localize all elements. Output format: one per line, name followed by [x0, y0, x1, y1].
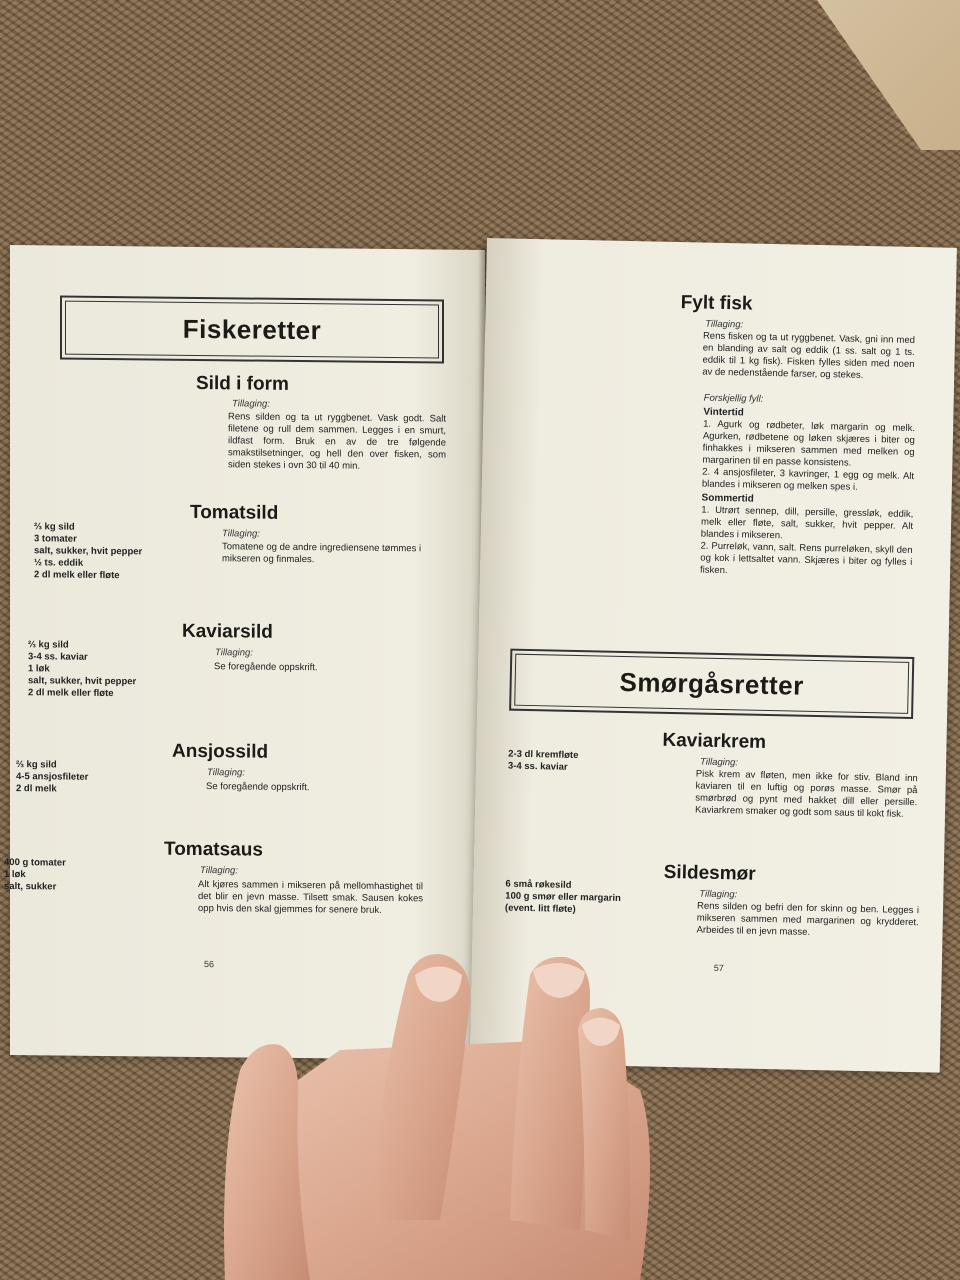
ingredient: 2-3 dl kremfløte	[508, 748, 579, 762]
recipe-label: Tillaging:	[222, 528, 260, 540]
recipe-title: Tomatsild	[190, 501, 279, 524]
recipe-title: Kaviarkrem	[662, 729, 767, 753]
ingredient: ⅔ kg sild	[28, 639, 69, 651]
recipe-label: Tillaging:	[699, 888, 738, 901]
recipe-text: Rens silden og befri den for skinn og ben. Legges i mikseren sammen med margarinen og krydderet. Arbeides til en jevn masse.	[696, 900, 920, 938]
ingredient: 400 g tomater	[4, 856, 66, 869]
ingredient-list	[508, 749, 579, 774]
recipe-title: Sildesmør	[663, 861, 756, 885]
ingredient-list	[28, 639, 136, 700]
ingredient: ½ ts. eddik	[34, 557, 84, 569]
recipe-title: Tomatsaus	[164, 838, 263, 861]
recipe-title: Fylt fisk	[680, 292, 753, 315]
recipe-label: Tillaging:	[705, 318, 744, 331]
ingredient: 1 løk	[4, 868, 26, 881]
ingredient-list	[16, 759, 88, 796]
ingredient: ⅔ kg sild	[34, 521, 75, 533]
list-item: 1. Utrørt sennep, dill, persille, gressløk, eddik, melk eller fløte, salt, sukker, hvit pepper. Alt blandes i mikseren.	[700, 504, 914, 542]
recipe-text: Pisk krem av fløten, men ikke for stiv. Bland inn kaviaren til en luftig og porøs masse. Smør på smørbrød og pynt med hakket dill eller persille. Kaviarkrem smaker og godt som saus til kokt fisk.	[694, 768, 918, 820]
list-item: 1. Agurk og rødbeter, løk margarin og melk. Agurken, rødbetene og løken skjæres i biter og finhakkes i mikseren sammen med melken og margarinen til en passe konsistens.	[702, 418, 916, 469]
section-title: Smørgåsretter	[619, 666, 805, 701]
recipe-title: Kaviarsild	[182, 620, 273, 643]
ingredient: 3-4 ss. kaviar	[28, 651, 88, 663]
page-number: 56	[204, 959, 215, 970]
section-box-fiskeretter	[60, 296, 444, 364]
ingredient: 3-4 ss. kaviar	[507, 760, 568, 773]
recipe-text: Alt kjøres sammen i mikseren på mellomhastighet til det blir en jevn masse. Tilsett smak. Sausen kokes opp hvis den skal gjemmes for senere bruk.	[198, 878, 423, 916]
ingredient: salt, sukker, hvit pepper	[28, 675, 137, 688]
page-number: 57	[713, 962, 724, 974]
ingredient: 6 små røkesild	[505, 878, 572, 891]
recipe-label: Tillaging:	[699, 756, 739, 769]
thumb	[224, 1044, 310, 1280]
section-title: Fiskeretter	[182, 313, 322, 345]
ingredient: (event. litt fløte)	[504, 902, 576, 916]
ingredient-list	[4, 857, 66, 894]
recipe-text: Rens silden og ta ut ryggbenet. Vask godt. Salt filetene og rull dem sammen. Legges i en smurt, ildfast form. Bruk en av de tre følgende smakstilsetninger, og hell den over fisken, som siden stekes i ovn 30 til 40 min.	[228, 411, 446, 472]
recipe-label: Tillaging:	[232, 398, 270, 410]
list-item: 2. Purreløk, vann, salt. Rens purreløken, skyll den og kok i lettsaltet vann. Skjæres i biter og fylles i fisken.	[699, 540, 913, 577]
palm	[257, 1040, 650, 1280]
ingredient: ⅔ kg sild	[16, 759, 57, 771]
recipe-label: Tillaging:	[207, 767, 245, 779]
ingredient: 2 dl melk eller fløte	[28, 687, 114, 700]
left-page	[4, 245, 485, 1060]
ingredient: salt, sukker	[4, 880, 57, 893]
fill-label: Forskjellig fyll:	[703, 392, 764, 405]
wooden-floor	[700, 0, 960, 150]
vintertid-heading: Vintertid	[703, 406, 744, 419]
sommertid-heading: Sommertid	[701, 492, 754, 505]
ingredient: 2 dl melk eller fløte	[34, 569, 120, 582]
recipe-title: Ansjossild	[172, 740, 269, 763]
recipe-label: Tillaging:	[200, 864, 238, 877]
recipe-text: Se foregående oppskrift.	[214, 661, 318, 674]
ingredient-list	[34, 521, 142, 582]
vintertid-block	[700, 405, 916, 581]
recipe-label: Tillaging:	[215, 647, 253, 659]
ingredient: 3 tomater	[34, 533, 77, 545]
right-page	[470, 238, 957, 1073]
recipe-text: Tomatene og de andre ingrediensene tømmes i mikseren og finmales.	[222, 541, 422, 566]
ingredient: salt, sukker, hvit pepper	[34, 545, 143, 558]
section-box-smorgasretter	[509, 649, 914, 719]
recipe-text: Se foregående oppskrift.	[206, 781, 310, 794]
list-item: 2. 4 ansjosfileter, 3 kavringer, 1 egg og melk. Alt blandes i mikseren og melken spes i.	[701, 466, 915, 493]
ingredient: 2 dl melk	[16, 783, 57, 795]
recipe-text: Rens fisken og ta ut ryggbenet. Vask, gni inn med en blanding av salt og eddik (1 ss. salt og 1 ts. eddik til 1 kg fisk). Fisken fylles siden med noen av de nedenstående farser, og stekes.	[702, 330, 916, 381]
ingredient: 1 løk	[28, 663, 50, 675]
ingredient: 4-5 ansjosfileter	[16, 771, 89, 783]
recipe-title: Sild i form	[196, 372, 289, 395]
ingredient-list	[505, 879, 621, 917]
ingredient: 100 g smør eller margarin	[505, 890, 621, 904]
